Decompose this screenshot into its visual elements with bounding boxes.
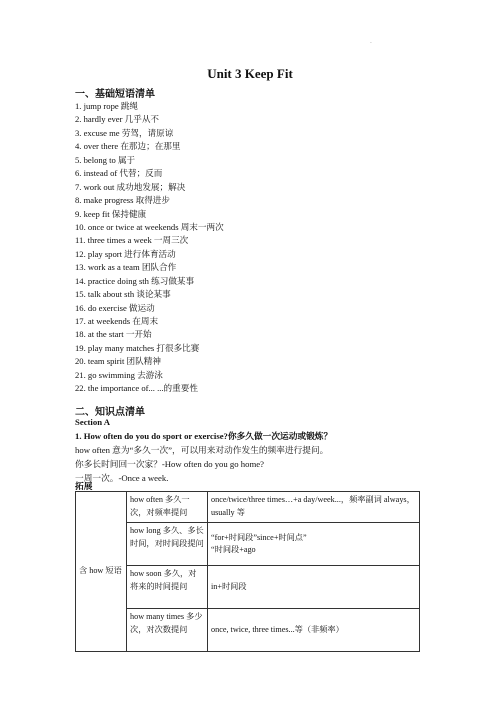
phrase-cell: how many times 多少次，对次数提问 <box>127 609 208 652</box>
list-item: 12. play sport 进行体育活动 <box>75 248 176 259</box>
page-title: Unit 3 Keep Fit <box>207 66 293 81</box>
table-row <box>76 566 420 609</box>
section-heading-basic-phrases: 一、基础短语清单 <box>75 89 155 100</box>
table-row <box>76 523 420 566</box>
list-item: 8. make progress 取得进步 <box>75 195 170 206</box>
phrase-list <box>75 100 224 396</box>
list-item: 15. talk about sth 谈论某事 <box>75 289 171 300</box>
list-item: 16. do exercise 做运动 <box>75 302 155 313</box>
list-item: 22. the importance of... ...的重要性 <box>75 383 198 394</box>
section-heading-knowledge: 二、知识点清单 <box>75 407 145 418</box>
table-row <box>76 609 420 652</box>
phrase-cell: how long 多久、多长时间，对时间段提问 <box>127 523 208 566</box>
example-answer: 一周一次。-Once a week. <box>75 473 169 483</box>
list-item: 9. keep fit 保持健康 <box>75 208 147 219</box>
usage-cell: in+时间段 <box>208 566 420 609</box>
usage-cell: once/twice/three times…+a day/week...，频率副词 always，usually 等 <box>208 492 420 523</box>
phrase-cell: how often 多久一次，对频率提问 <box>127 492 208 523</box>
list-item: 2. hardly ever 几乎从不 <box>75 114 160 125</box>
phrase-cell: how soon 多久，对将来的时间提问 <box>127 566 208 609</box>
how-phrases-table <box>75 491 420 652</box>
list-item: 20. team spirit 团队精神 <box>75 356 161 367</box>
list-item: 11. three times a week 一周三次 <box>75 235 189 246</box>
list-item: 5. belong to 属于 <box>75 154 136 165</box>
list-item: 18. at the start 一开始 <box>75 329 152 340</box>
list-item: 13. work as a team 团队合作 <box>75 262 177 273</box>
example-sentence: 你多长时间回一次家？-How often do you go home? <box>75 459 264 469</box>
subsection-heading: Section A <box>75 417 110 427</box>
list-item: 1. jump rope 跳绳 <box>75 101 139 111</box>
extension-label: 拓展 <box>75 481 93 491</box>
table-row <box>76 492 420 523</box>
list-item: 3. excuse me 劳驾，请原谅 <box>75 127 174 138</box>
knowledge-point-title: 1. How often do you do sport or exercise?你多久做一次运动或锻炼？ <box>75 431 333 441</box>
list-item: 19. play many matches 打很多比赛 <box>75 342 200 353</box>
list-item: 7. work out 成功地发展；解决 <box>75 181 186 192</box>
usage-cell: once, twice, three times...等（非频率） <box>208 609 420 652</box>
list-item: 6. instead of 代替；反而 <box>75 168 163 179</box>
list-item: 21. go swimming 去游泳 <box>75 369 163 380</box>
list-item: 10. once or twice at weekends 周末一两次 <box>75 221 224 232</box>
list-item: 17. at weekends 在周末 <box>75 316 159 326</box>
explanation-text: how often 意为“多久一次”，可以用来对动作发生的频率进行提问。 <box>75 445 329 455</box>
group-label-cell: 含 how 短语 <box>76 492 127 652</box>
usage-cell: “for+时间段”since+时间点” “时间段+ago <box>208 523 420 566</box>
decorative-dot: · <box>370 40 372 47</box>
list-item: 14. practice doing sth 练习做某事 <box>75 275 195 286</box>
list-item: 4. over there 在那边；在那里 <box>75 141 181 152</box>
